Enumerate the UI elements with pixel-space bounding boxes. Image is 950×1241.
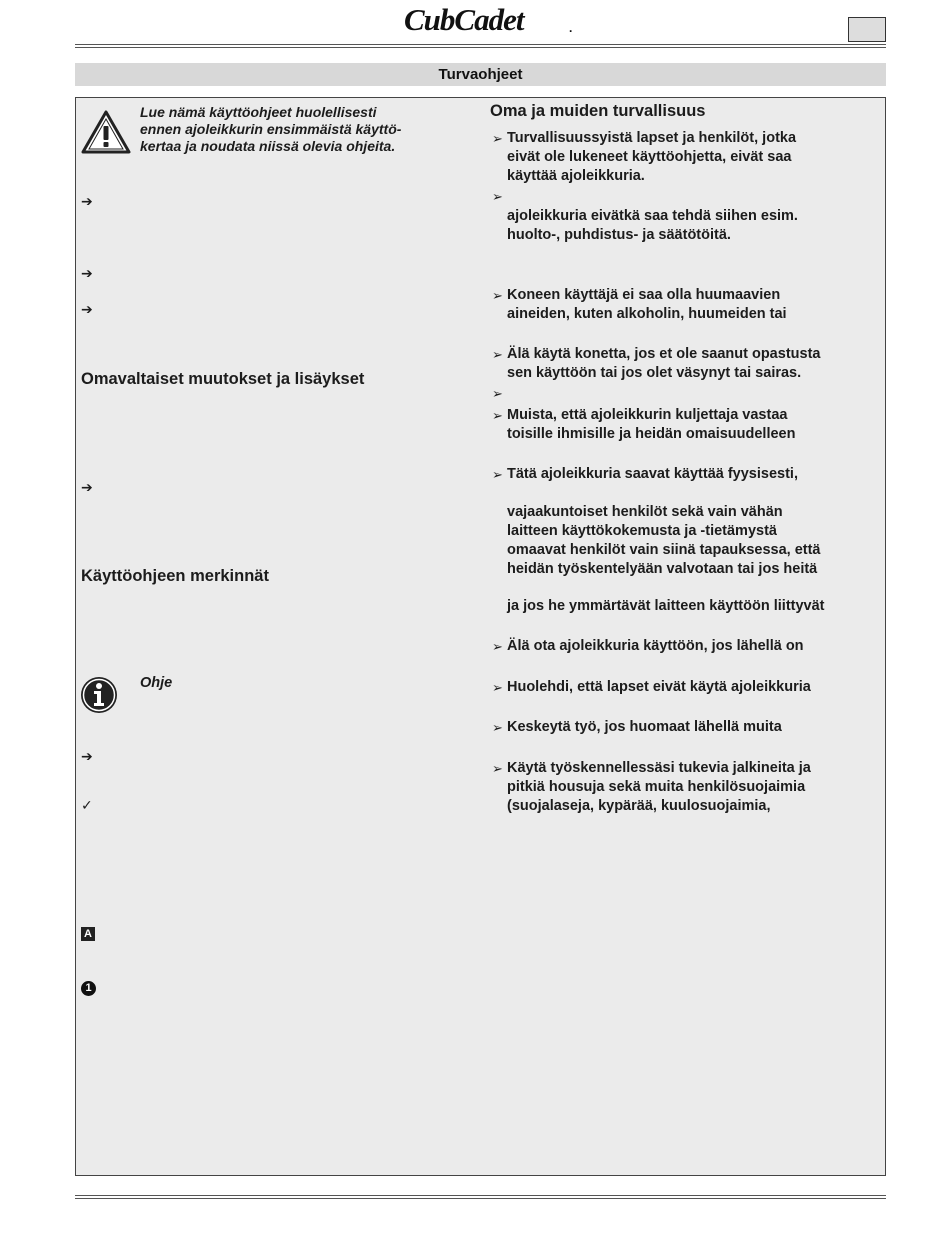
bullet-icon: ➢ — [492, 467, 503, 482]
brand-name: CubCadet — [404, 4, 524, 37]
heading-safety: Oma ja muiden turvallisuus — [490, 102, 706, 120]
check-icon: ✓ — [81, 797, 93, 813]
bullet-icon: ➢ — [492, 761, 503, 776]
arrow-icon: ➔ — [81, 748, 93, 764]
bullet-text: ajoleikkuria eivätkä saa tehdä siihen esim. huolto-, puhdistus- ja säätötöitä. — [507, 208, 798, 243]
bullet-text: Muista, että ajoleikkurin kuljettaja vastaa toisille ihmisille ja heidän omaisuudelleen — [507, 407, 796, 442]
bullet-icon: ➢ — [492, 347, 503, 362]
bullet-icon: ➢ — [492, 386, 503, 401]
bullet-icon: ➢ — [492, 720, 503, 735]
arrow-icon: ➔ — [81, 193, 93, 209]
bullet-text: Turvallisuussyistä lapset ja henkilöt, jotka eivät ole lukeneet käyttöohjetta, eivät saa käyttää ajoleikkuria. — [507, 130, 797, 184]
bullet-text: vajaakuntoiset henkilöt sekä vain vähän laitteen käyttökokemusta ja -tietämystä omaavat henkilöt vain siinä tapauksessa, että heidän työskentelyään valvotaan tai jos heitä — [507, 504, 821, 577]
bullet-icon: ➢ — [492, 680, 503, 695]
arrow-icon: ➔ — [81, 301, 93, 317]
footer-rule-1 — [75, 1195, 886, 1196]
info-icon — [80, 676, 118, 714]
bullet-text: Käytä työskennellessäsi tukevia jalkineita ja pitkiä housuja sekä muita henkilösuojaimia (suojalaseja, kypärää, kuulosuojaimia, — [507, 760, 811, 814]
arrow-icon: ➔ — [81, 479, 93, 495]
brand-mark: . — [569, 21, 573, 35]
heading-modifications: Omavaltaiset muutokset ja lisäykset — [81, 370, 365, 388]
section-title: Turvaohjeet — [75, 63, 886, 86]
header-rule-2 — [75, 47, 886, 48]
warning-text-line-3: kertaa ja noudata niissä olevia ohjeita. — [140, 138, 396, 154]
bullet-text: ja jos he ymmärtävät laitteen käyttöön liittyvät — [507, 598, 825, 614]
page-number-box — [848, 17, 886, 42]
circle-number-marker: 1 — [81, 981, 96, 996]
warning-text-line-1: Lue nämä käyttöohjeet huolellisesti — [140, 104, 377, 120]
arrow-icon: ➔ — [81, 265, 93, 281]
bullet-icon: ➢ — [492, 189, 503, 204]
bullet-text: Koneen käyttäjä ei saa olla huumaavien aineiden, kuten alkoholin, huumeiden tai — [507, 287, 787, 322]
cub-cadet-logo — [400, 4, 580, 38]
bullet-icon: ➢ — [492, 639, 503, 654]
heading-markings: Käyttöohjeen merkinnät — [81, 567, 269, 585]
header-rule-1 — [75, 44, 886, 45]
bullet-text: Älä ota ajoleikkuria käyttöön, jos lähellä on — [507, 638, 804, 654]
bullet-icon: ➢ — [492, 288, 503, 303]
bullet-text: Älä käytä konetta, jos et ole saanut opastusta sen käyttöön tai jos olet väsynyt tai sairas. — [507, 346, 821, 381]
bullet-icon: ➢ — [492, 408, 503, 423]
bullet-text: Huolehdi, että lapset eivät käytä ajoleikkuria — [507, 679, 811, 695]
box-letter-marker: A — [81, 927, 95, 941]
footer-rule-2 — [75, 1198, 886, 1199]
bullet-text: Tätä ajoleikkuria saavat käyttää fyysisesti, — [507, 466, 798, 482]
warning-icon — [81, 110, 131, 154]
warning-text-line-2: ennen ajoleikkurin ensimmäistä käyttö- — [140, 121, 402, 137]
bullet-icon: ➢ — [492, 131, 503, 146]
bullet-text: Keskeytä työ, jos huomaat lähellä muita — [507, 719, 782, 735]
info-label: Ohje — [140, 675, 173, 691]
